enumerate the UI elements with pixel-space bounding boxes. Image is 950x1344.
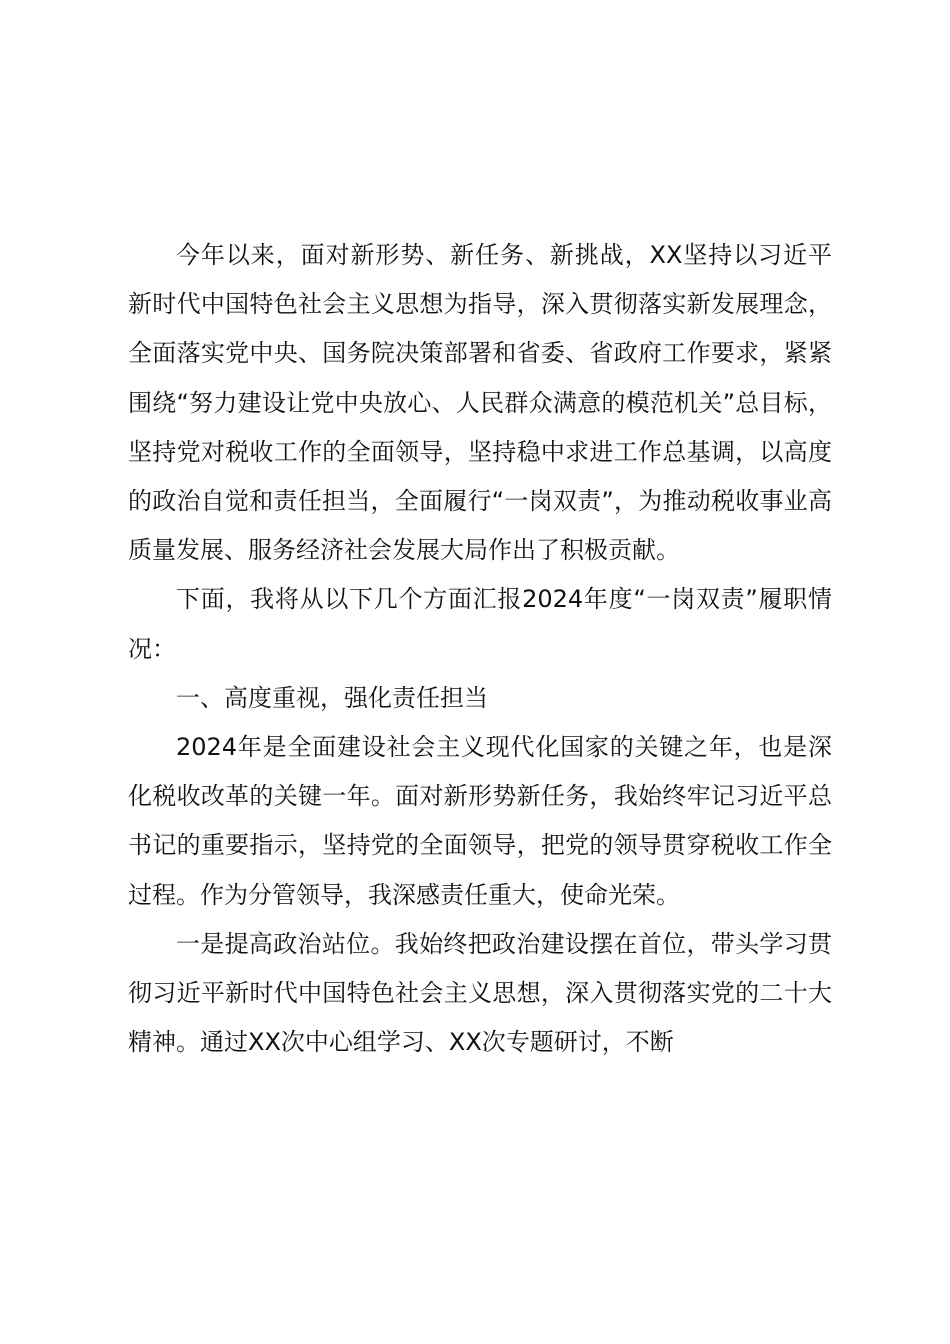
paragraph-section-1-body: 2024年是全面建设社会主义现代化国家的关键之年，也是深化税收改革的关键一年。面对新形势新任务，我始终牢记习近平总书记的重要指示，坚持党的全面领导，把党的领导贯穿税收工作全过程。作为分管领导，我深感责任重大，使命光荣。 [128,733,832,909]
paragraph-report-outline: 下面，我将从以下几个方面汇报2024年度“一岗双责”履职情况： [128,585,832,663]
section-heading-1: 一、高度重视，强化责任担当 [176,683,488,712]
document-body [128,231,832,1067]
paragraph-political-stance: 一是提高政治站位。我始终把政治建设摆在首位，带头学习贯彻习近平新时代中国特色社会主义思想，深入贯彻落实党的二十大精神。通过XX次中心组学习、XX次专题研讨，不断 [128,929,832,1057]
paragraph-intro: 今年以来，面对新形势、新任务、新挑战，XX坚持以习近平新时代中国特色社会主义思想为指导，深入贯彻落实新发展理念，全面落实党中央、国务院决策部署和省委、省政府工作要求，紧紧围绕“努力建设让党中央放心、人民群众满意的模范机关”总目标，坚持党对税收工作的全面领导，坚持稳中求进工作总基调，以高度的政治自觉和责任担当，全面履行“一岗双责”，为推动税收事业高质量发展、服务经济社会发展大局作出了积极贡献。 [128,241,832,565]
